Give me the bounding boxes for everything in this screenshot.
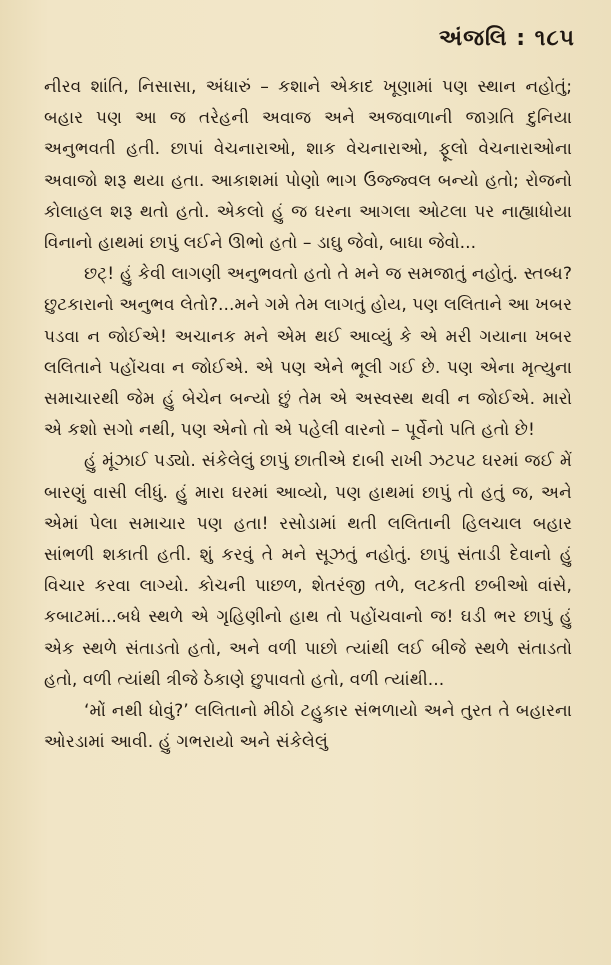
paragraph: છટ્‌! હું કેવી લાગણી અનુભવતો હતો તે મને જ સમજાતું નહોતું. સ્તબ્ધ? છુટકારાનો અનુભવ લેતો?...મને ગમે તેમ લાગતું હોય, પણ લલિતાને આ ખબર પડવા ન જોઈએ! અચાનક મને એમ થઈ આવ્યું કે એ મરી ગયાના ખબર લલિતાને પહોંચવા ન જોઈએ. એ પણ એને ભૂલી ગઈ છે. પણ એના મૃત્યુના સમાચારથી જેમ હું બેચેન બન્યો છું તેમ એ અસ્વસ્થ થવી ન જોઈએ. મારો એ કશો સગો નથી, પણ એનો તો એ પહેલી વારનો – પૂર્વેનો પતિ હતો છે! (44, 264, 572, 441)
paragraph: નીરવ શાંતિ, નિસાસા, અંધારું – કશાને એકાદ ખૂણામાં પણ સ્થાન નહોતું; બહાર પણ આ જ તરેહની અવાજ અને અજવાળાની જાગ્રતિ દુનિયા અનુભવતી હતી. છાપાં વેચનારાઓ, શાક વેચનારાઓ, ફૂલો વેચનારાઓના અવાજો શરૂ થયા હતા. આકાશમાં પોણો ભાગ ઉજ્જ્વલ બન્યો હતો; રોજનો કોલાહલ શરૂ થતો હતો. એકલો હું જ ઘરના આગલા ઓટલા પર નાહ્યાધોયા વિનાનો હાથમાં છાપું લઈને ઊભો હતો – ડાઘુ જેવો, બાઘા જેવો... (44, 77, 572, 254)
paragraph: હું મૂંઝાઈ પડ્યો. સંકેલેલું છાપું છાતીએ દાબી રાખી ઝટપટ ઘરમાં જઈ મેં બારણું વાસી લીધું. હું મારા ઘરમાં આવ્યો, પણ હાથમાં છાપું તો હતું જ, અને એમાં પેલા સમાચાર પણ હતા! રસોડામાં થતી લલિતાની હિલચાલ બહાર સાંભળી શકાતી હતી. શું કરવું તે મને સૂઝતું નહોતું. છાપું સંતાડી દેવાનો હું વિચાર કરવા લાગ્યો. કોચની પાછળ, શેતરંજી તળે, લટકતી છબીઓ વાંસે, કબાટમાં...બધે સ્થળે એ ગૃહિણીનો હાથ તો પહોંચવાનો જ! ઘડી ભર છાપું હું એક સ્થળે સંતાડતો હતો, અને વળી પાછો ત્યાંથી લઈ બીજે સ્થળે સંતાડતો હતો, વળી ત્યાંથી ત્રીજે ઠેકાણે છુપાવતો હતો, વળી ત્યાંથી... (44, 451, 572, 690)
page-body (44, 72, 572, 758)
running-header: અંજલિ : ૧૮૫ (438, 26, 575, 51)
paragraph: ‘મોં નથી ધોવું?’ લલિતાનો મીઠો ટહુકાર સંભળાયો અને તુરત તે બહારના ઓરડામાં આવી. હું ગભરાયો અને સંકેલેલું (44, 701, 572, 753)
